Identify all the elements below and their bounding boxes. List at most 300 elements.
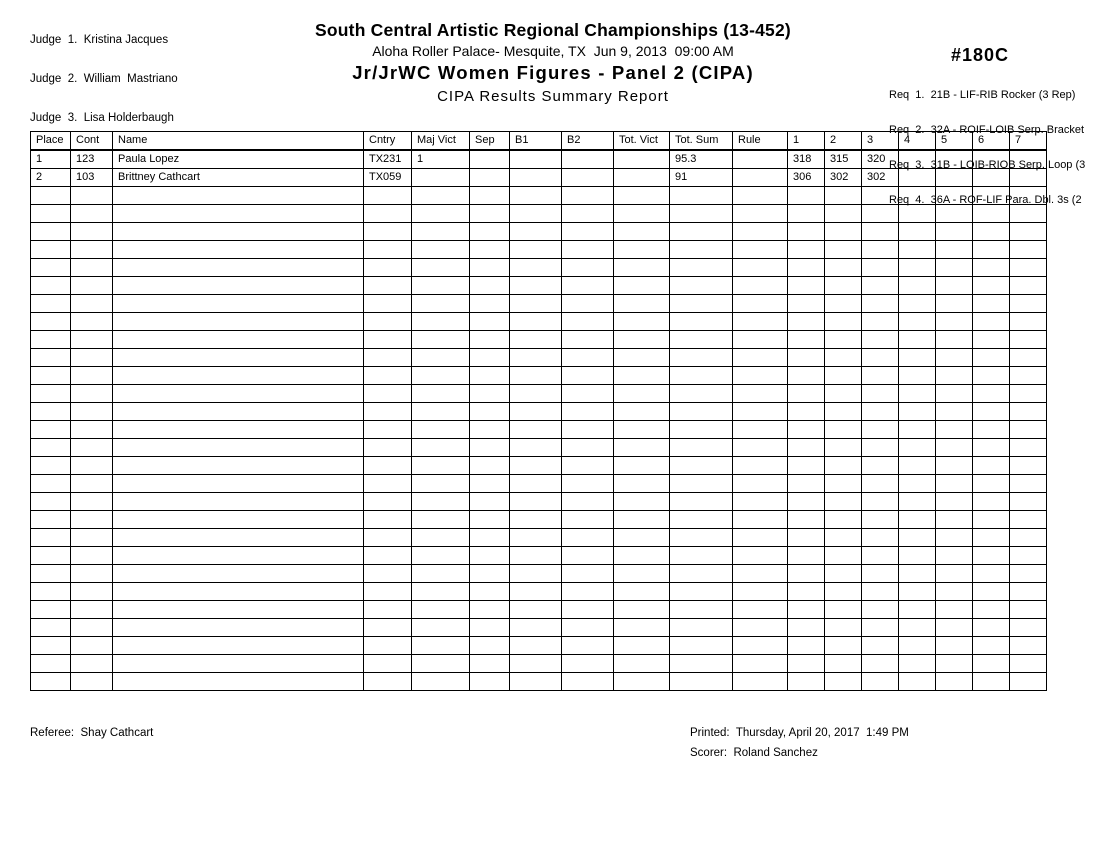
cell-cont (71, 619, 113, 637)
cell-j3 (862, 385, 899, 403)
cell-sep (470, 205, 510, 223)
empty-row (31, 493, 1047, 511)
cell-b2 (562, 187, 614, 205)
cell-j1 (788, 493, 825, 511)
req-3-line: Req 3. 31B - LOIB-RIOB Serp. Loop (3 (889, 159, 1086, 172)
cell-sep (470, 673, 510, 691)
col-header-j7: 7 (1010, 132, 1047, 151)
cell-j3 (862, 547, 899, 565)
cell-j7 (1010, 493, 1047, 511)
cell-sep (470, 421, 510, 439)
cell-rule (733, 241, 788, 259)
cell-totsum (670, 637, 733, 655)
req-2-line: Req 2. 32A - ROIF-LOIB Serp. Bracket (889, 123, 1085, 136)
cell-b1 (510, 150, 562, 169)
cell-j7 (1010, 385, 1047, 403)
cell-b2 (562, 150, 614, 169)
cell-totsum (670, 403, 733, 421)
cell-j4 (899, 529, 936, 547)
cell-b1 (510, 385, 562, 403)
cell-j7 (1010, 619, 1047, 637)
cell-b1 (510, 313, 562, 331)
cell-j6 (973, 655, 1010, 673)
col-header-b2: B2 (562, 132, 614, 151)
cell-j1 (788, 349, 825, 367)
cell-j3 (862, 241, 899, 259)
cell-rule (733, 421, 788, 439)
empty-row (31, 583, 1047, 601)
cell-j5 (936, 619, 973, 637)
cell-j6 (973, 150, 1010, 169)
cell-totsum: 95.3 (670, 150, 733, 169)
cell-b2 (562, 421, 614, 439)
cell-j6 (973, 277, 1010, 295)
cell-sep (470, 439, 510, 457)
cell-totvict (614, 547, 670, 565)
cell-b1 (510, 583, 562, 601)
cell-b1 (510, 475, 562, 493)
event-number: #180C (951, 45, 1010, 66)
cell-totvict (614, 187, 670, 205)
cell-cntry (364, 457, 412, 475)
cell-b1 (510, 241, 562, 259)
cell-j5 (936, 583, 973, 601)
cell-place (31, 655, 71, 673)
cell-j2 (825, 241, 862, 259)
cell-rule (733, 367, 788, 385)
cell-majvict (412, 421, 470, 439)
col-header-place: Place (31, 132, 71, 151)
empty-row (31, 511, 1047, 529)
cell-totsum (670, 547, 733, 565)
cell-totsum (670, 511, 733, 529)
empty-row (31, 439, 1047, 457)
cell-j5 (936, 349, 973, 367)
cell-cont (71, 331, 113, 349)
cell-sep (470, 277, 510, 295)
cell-cntry (364, 511, 412, 529)
cell-j6 (973, 385, 1010, 403)
cell-place (31, 367, 71, 385)
cell-j1 (788, 583, 825, 601)
empty-row (31, 619, 1047, 637)
cell-j2 (825, 439, 862, 457)
cell-rule (733, 529, 788, 547)
cell-cntry (364, 583, 412, 601)
cell-j6 (973, 313, 1010, 331)
cell-j6 (973, 223, 1010, 241)
results-header-row (31, 132, 1047, 151)
col-header-majvict: Maj Vict (412, 132, 470, 151)
cell-j3 (862, 331, 899, 349)
cell-j2 (825, 547, 862, 565)
cell-majvict (412, 187, 470, 205)
cell-name (113, 205, 364, 223)
cell-cntry (364, 421, 412, 439)
cell-b2 (562, 259, 614, 277)
cell-sep (470, 637, 510, 655)
cell-j7 (1010, 241, 1047, 259)
printed-line: Printed: Thursday, April 20, 2017 1:49 PM (690, 727, 909, 739)
cell-j2 (825, 205, 862, 223)
cell-majvict (412, 367, 470, 385)
cell-cont (71, 457, 113, 475)
cell-b2 (562, 547, 614, 565)
cell-rule (733, 150, 788, 169)
cell-cntry (364, 259, 412, 277)
cell-j4 (899, 349, 936, 367)
cell-totsum (670, 619, 733, 637)
cell-sep (470, 150, 510, 169)
cell-place (31, 205, 71, 223)
cell-cntry (364, 295, 412, 313)
cell-totsum (670, 565, 733, 583)
cell-totsum (670, 205, 733, 223)
cell-j1 (788, 187, 825, 205)
cell-j1 (788, 475, 825, 493)
cell-j4 (899, 583, 936, 601)
cell-j6 (973, 673, 1010, 691)
cell-j5 (936, 223, 973, 241)
cell-totsum (670, 223, 733, 241)
cell-j1 (788, 655, 825, 673)
cell-j1 (788, 385, 825, 403)
cell-j1 (788, 259, 825, 277)
cell-j5 (936, 547, 973, 565)
results-table (30, 131, 1047, 691)
cell-j4 (899, 367, 936, 385)
cell-sep (470, 475, 510, 493)
cell-j6 (973, 403, 1010, 421)
cell-j3 (862, 583, 899, 601)
cell-j6 (973, 439, 1010, 457)
cell-b1 (510, 187, 562, 205)
cell-rule (733, 187, 788, 205)
cell-j4 (899, 331, 936, 349)
cell-j1: 318 (788, 150, 825, 169)
cell-place (31, 601, 71, 619)
cell-totvict (614, 367, 670, 385)
cell-j7 (1010, 547, 1047, 565)
cell-b1 (510, 655, 562, 673)
cell-rule (733, 457, 788, 475)
cell-totsum (670, 313, 733, 331)
cell-rule (733, 565, 788, 583)
cell-rule (733, 331, 788, 349)
cell-place (31, 421, 71, 439)
cell-b2 (562, 331, 614, 349)
cell-place (31, 241, 71, 259)
cell-totvict (614, 655, 670, 673)
cell-totvict (614, 331, 670, 349)
cell-j7 (1010, 421, 1047, 439)
cell-j4 (899, 511, 936, 529)
cell-j5 (936, 331, 973, 349)
cell-cntry (364, 277, 412, 295)
cell-totsum (670, 457, 733, 475)
cell-b1 (510, 421, 562, 439)
cell-majvict (412, 313, 470, 331)
cell-cont (71, 655, 113, 673)
cell-cntry (364, 565, 412, 583)
cell-name (113, 259, 364, 277)
cell-totvict (614, 511, 670, 529)
cell-j5 (936, 637, 973, 655)
cell-j1 (788, 205, 825, 223)
empty-row (31, 205, 1047, 223)
col-header-totvict: Tot. Vict (614, 132, 670, 151)
cell-place (31, 403, 71, 421)
cell-cont (71, 241, 113, 259)
cell-j5 (936, 187, 973, 205)
cell-totvict (614, 403, 670, 421)
cell-sep (470, 259, 510, 277)
col-header-totsum: Tot. Sum (670, 132, 733, 151)
cell-b2 (562, 223, 614, 241)
cell-j3 (862, 205, 899, 223)
cell-j2 (825, 331, 862, 349)
cell-majvict (412, 547, 470, 565)
cell-totvict (614, 169, 670, 187)
cell-j7 (1010, 187, 1047, 205)
cell-j6 (973, 169, 1010, 187)
cell-j3 (862, 655, 899, 673)
cell-b1 (510, 367, 562, 385)
col-header-j5: 5 (936, 132, 973, 151)
cell-j7 (1010, 259, 1047, 277)
cell-majvict (412, 439, 470, 457)
cell-rule (733, 547, 788, 565)
cell-j2 (825, 619, 862, 637)
cell-b1 (510, 259, 562, 277)
cell-sep (470, 493, 510, 511)
cell-rule (733, 601, 788, 619)
cell-place (31, 259, 71, 277)
cell-j6 (973, 421, 1010, 439)
cell-b2 (562, 403, 614, 421)
cell-j7 (1010, 277, 1047, 295)
cell-b2 (562, 241, 614, 259)
cell-b1 (510, 277, 562, 295)
cell-totvict (614, 223, 670, 241)
cell-totvict (614, 421, 670, 439)
cell-place (31, 619, 71, 637)
cell-j6 (973, 601, 1010, 619)
cell-sep (470, 241, 510, 259)
cell-j2 (825, 187, 862, 205)
cell-rule (733, 511, 788, 529)
cell-majvict (412, 277, 470, 295)
cell-j5 (936, 259, 973, 277)
cell-totvict (614, 295, 670, 313)
cell-j7 (1010, 673, 1047, 691)
cell-j4 (899, 493, 936, 511)
cell-totsum (670, 529, 733, 547)
cell-majvict (412, 511, 470, 529)
cell-rule (733, 313, 788, 331)
cell-j7 (1010, 529, 1047, 547)
cell-b1 (510, 223, 562, 241)
cell-place (31, 511, 71, 529)
cell-b2 (562, 205, 614, 223)
cell-j5 (936, 655, 973, 673)
col-header-j3: 3 (862, 132, 899, 151)
cell-rule (733, 403, 788, 421)
cell-j6 (973, 529, 1010, 547)
cell-rule (733, 475, 788, 493)
cell-b1 (510, 403, 562, 421)
cell-totsum (670, 385, 733, 403)
cell-place (31, 637, 71, 655)
cell-j1 (788, 457, 825, 475)
cell-j4 (899, 655, 936, 673)
cell-j4 (899, 619, 936, 637)
cell-cont (71, 205, 113, 223)
cell-rule (733, 277, 788, 295)
empty-row (31, 475, 1047, 493)
cell-j1 (788, 619, 825, 637)
cell-totvict (614, 637, 670, 655)
cell-cont (71, 187, 113, 205)
cell-place (31, 565, 71, 583)
cell-j4 (899, 241, 936, 259)
cell-name (113, 637, 364, 655)
cell-cont (71, 385, 113, 403)
cell-j4 (899, 150, 936, 169)
cell-j2 (825, 637, 862, 655)
venue-date-line: Aloha Roller Palace- Mesquite, TX Jun 9, 2013 09:00 AM (372, 43, 734, 59)
cell-b1 (510, 331, 562, 349)
cell-j1 (788, 367, 825, 385)
cell-b2 (562, 619, 614, 637)
cell-j7 (1010, 403, 1047, 421)
cell-cntry (364, 331, 412, 349)
cell-j6 (973, 457, 1010, 475)
cell-j7 (1010, 295, 1047, 313)
cell-majvict (412, 331, 470, 349)
cell-j3 (862, 277, 899, 295)
cell-j6 (973, 259, 1010, 277)
cell-j2 (825, 421, 862, 439)
cell-b1 (510, 619, 562, 637)
cell-j7 (1010, 565, 1047, 583)
empty-row (31, 403, 1047, 421)
cell-j1 (788, 241, 825, 259)
cell-majvict: 1 (412, 150, 470, 169)
cell-j7 (1010, 511, 1047, 529)
cell-cont (71, 349, 113, 367)
cell-sep (470, 583, 510, 601)
cell-j1 (788, 547, 825, 565)
cell-name: Brittney Cathcart (113, 169, 364, 187)
cell-cntry (364, 475, 412, 493)
cell-cont (71, 421, 113, 439)
cell-totvict (614, 565, 670, 583)
cell-rule (733, 205, 788, 223)
cell-name (113, 493, 364, 511)
cell-majvict (412, 385, 470, 403)
empty-row (31, 457, 1047, 475)
cell-j4 (899, 439, 936, 457)
cell-b2 (562, 583, 614, 601)
cell-cont (71, 259, 113, 277)
cell-totsum (670, 439, 733, 457)
cell-j1 (788, 421, 825, 439)
cell-cntry (364, 403, 412, 421)
col-header-sep: Sep (470, 132, 510, 151)
cell-sep (470, 529, 510, 547)
cell-rule (733, 637, 788, 655)
cell-cntry (364, 205, 412, 223)
cell-totvict (614, 259, 670, 277)
cell-majvict (412, 295, 470, 313)
empty-row (31, 331, 1047, 349)
cell-name (113, 565, 364, 583)
cell-j1 (788, 313, 825, 331)
cell-totsum (670, 277, 733, 295)
cell-j2: 315 (825, 150, 862, 169)
cell-j3 (862, 619, 899, 637)
cell-b1 (510, 493, 562, 511)
cell-j5 (936, 529, 973, 547)
cell-j2 (825, 349, 862, 367)
cell-name (113, 673, 364, 691)
cell-j1 (788, 403, 825, 421)
results-table-body (31, 150, 1047, 691)
cell-name: Paula Lopez (113, 150, 364, 169)
cell-j7 (1010, 313, 1047, 331)
cell-j1 (788, 331, 825, 349)
cell-b2 (562, 385, 614, 403)
cell-j7 (1010, 457, 1047, 475)
cell-sep (470, 223, 510, 241)
cell-rule (733, 259, 788, 277)
cell-j2 (825, 295, 862, 313)
empty-row (31, 187, 1047, 205)
cell-j4 (899, 457, 936, 475)
judge-3-line: Judge 3. Lisa Holderbaugh (30, 112, 174, 124)
cell-cont (71, 493, 113, 511)
cell-totsum (670, 475, 733, 493)
cell-b2 (562, 637, 614, 655)
cell-j3 (862, 529, 899, 547)
cell-j7 (1010, 637, 1047, 655)
cell-majvict (412, 259, 470, 277)
cell-majvict (412, 637, 470, 655)
cell-totvict (614, 529, 670, 547)
cell-b2 (562, 277, 614, 295)
cell-j2 (825, 385, 862, 403)
cell-j4 (899, 259, 936, 277)
cell-j3 (862, 601, 899, 619)
cell-name (113, 439, 364, 457)
cell-place (31, 331, 71, 349)
cell-sep (470, 169, 510, 187)
cell-majvict (412, 619, 470, 637)
empty-row (31, 313, 1047, 331)
cell-j3 (862, 313, 899, 331)
cell-j3 (862, 295, 899, 313)
cell-totvict (614, 277, 670, 295)
cell-cntry: TX059 (364, 169, 412, 187)
cell-place (31, 583, 71, 601)
col-header-j2: 2 (825, 132, 862, 151)
cell-totsum (670, 601, 733, 619)
cell-j3 (862, 349, 899, 367)
championship-title: South Central Artistic Regional Championships (13-452) (315, 20, 791, 40)
cell-j5 (936, 475, 973, 493)
col-header-cntry: Cntry (364, 132, 412, 151)
